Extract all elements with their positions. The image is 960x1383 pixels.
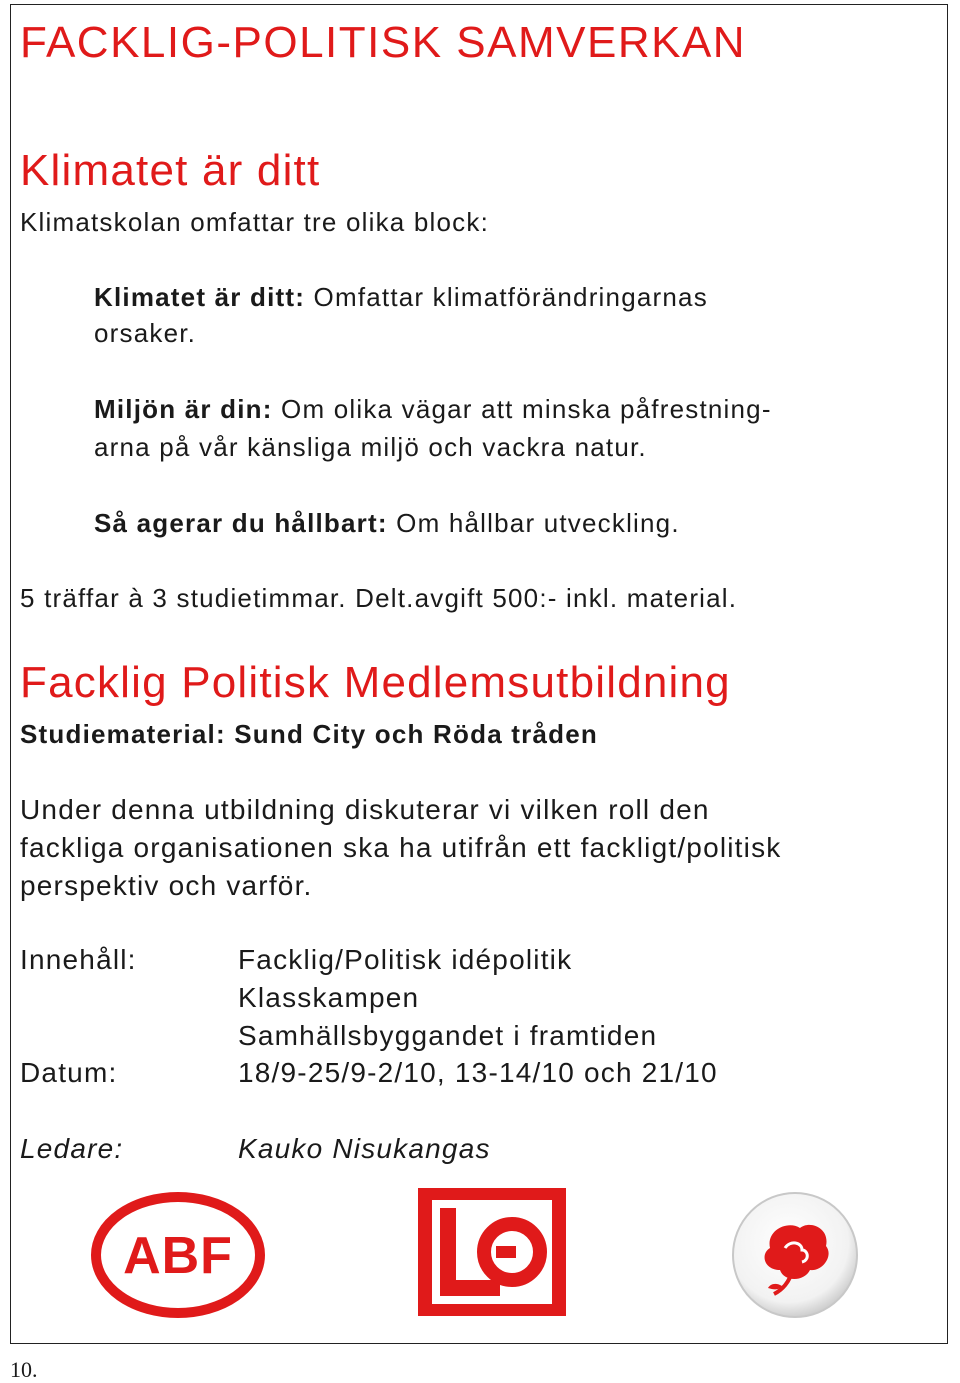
block-label: Så agerar du hållbart: [94, 508, 388, 538]
lo-logo-icon [418, 1188, 566, 1316]
body-line-3: perspektiv och varför. [20, 870, 313, 901]
abf-logo-text: ABF [123, 1227, 233, 1285]
block-label: Klimatet är ditt: [94, 282, 306, 312]
block-item-3 [94, 508, 680, 539]
course-note: 5 träffar à 3 studietimmar. Delt.avgift 500:- inkl. material. [20, 583, 738, 613]
block-text: Omfattar klimatförändringarnas [313, 282, 708, 312]
section-heading-klimat: Klimatet är ditt [20, 146, 321, 195]
section-heading-facklig: Facklig Politisk Medlemsutbildning [20, 658, 731, 707]
leader-value: Kauko Nisukangas [238, 1133, 491, 1164]
body-line-2: fackliga organisationen ska ha utifrån ett fackligt/politisk [20, 832, 782, 863]
block-item-1-cont: orsaker. [94, 318, 197, 348]
section-intro: Klimatskolan omfattar tre olika block: [20, 207, 489, 237]
date-label: Datum: [20, 1057, 118, 1088]
leader-label: Ledare: [20, 1133, 124, 1164]
date-value: 18/9-25/9-2/10, 13-14/10 och 21/10 [238, 1057, 718, 1088]
block-text: Om hållbar utveckling. [396, 508, 680, 538]
content-item-1: Facklig/Politisk idépolitik [238, 944, 573, 975]
abf-logo-icon [88, 1190, 268, 1320]
page-number: 10. [10, 1357, 38, 1382]
body-line-1: Under denna utbildning diskuterar vi vilken roll den [20, 794, 710, 825]
content-item-3: Samhällsbyggandet i framtiden [238, 1020, 658, 1051]
content-item-2: Klasskampen [238, 982, 420, 1013]
social-democrats-rose-logo-icon [730, 1190, 860, 1320]
block-item-1 [94, 282, 708, 313]
page-title: FACKLIG-POLITISK SAMVERKAN [20, 18, 747, 67]
section-subheading: Studiematerial: Sund City och Röda tråden [20, 719, 598, 749]
block-item-2-cont: arna på vår känsliga miljö och vackra natur. [94, 432, 647, 462]
block-label: Miljön är din: [94, 394, 273, 424]
block-item-2 [94, 394, 772, 425]
block-text: Om olika vägar att minska påfrestning- [281, 394, 772, 424]
content-label: Innehåll: [20, 944, 137, 975]
